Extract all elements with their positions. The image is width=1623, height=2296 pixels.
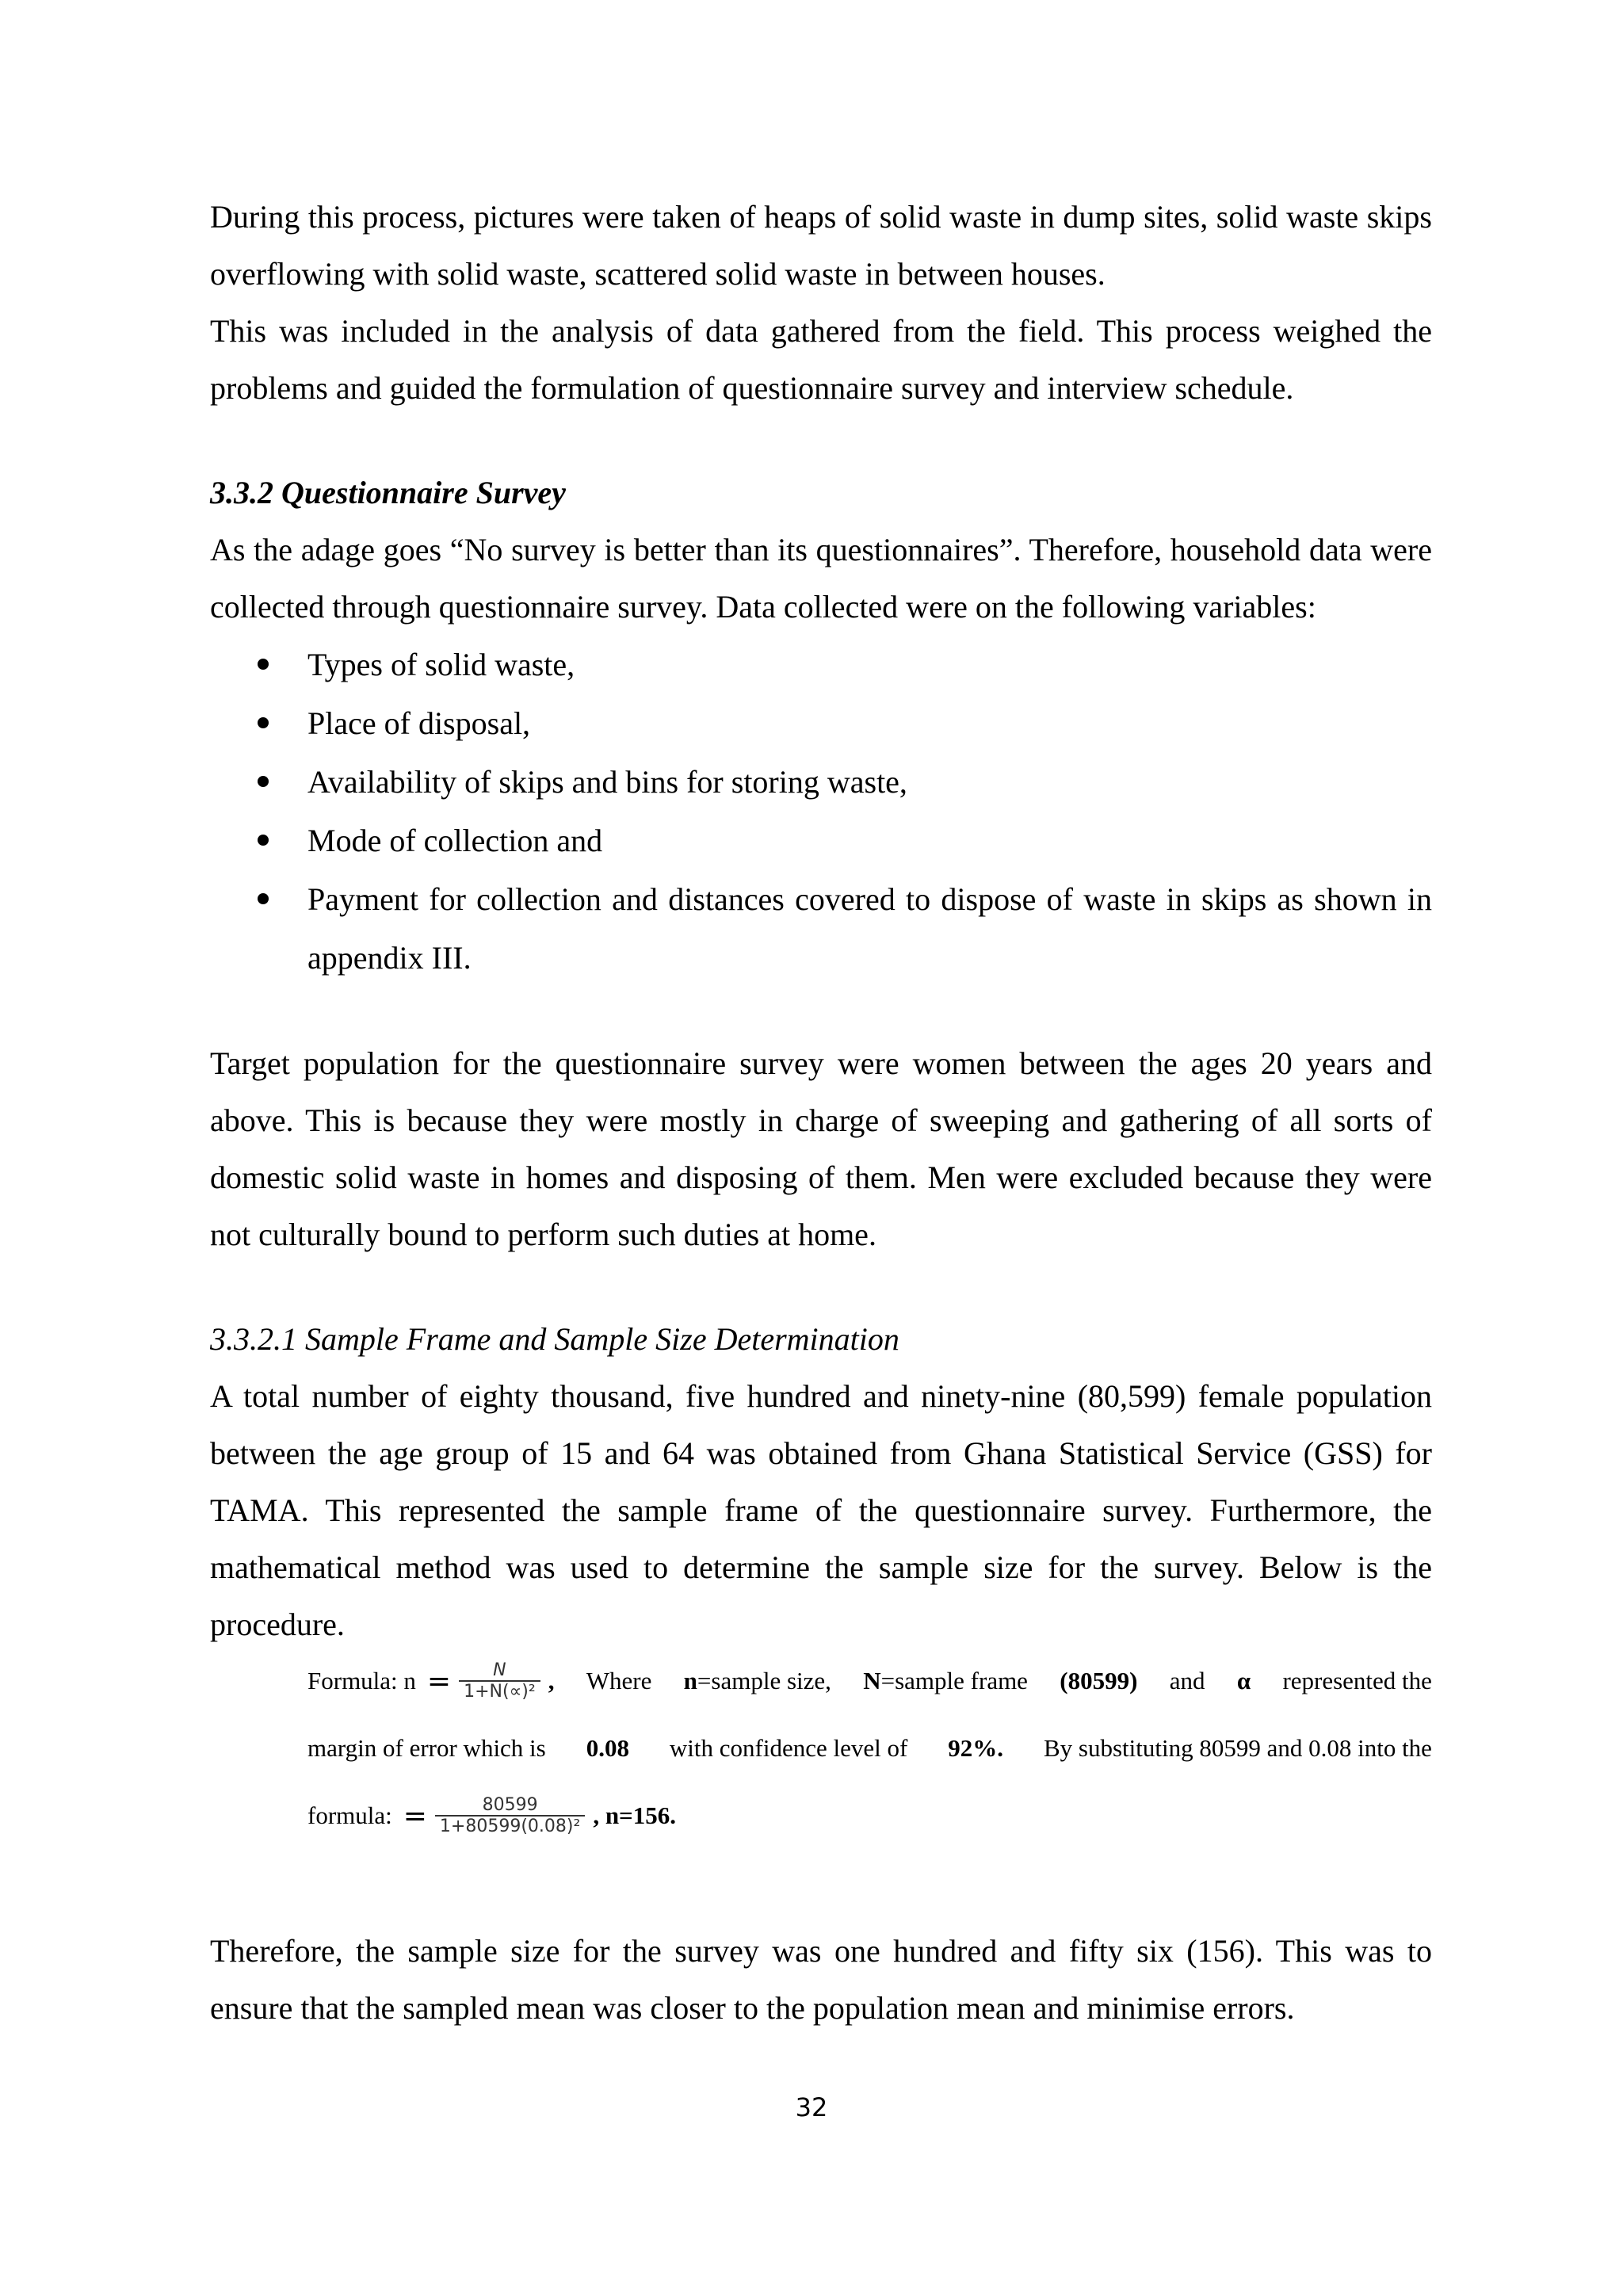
bullet-icon bbox=[258, 776, 269, 787]
list-item: Mode of collection and bbox=[210, 812, 1432, 870]
subsection-heading-sample-frame: 3.3.2.1 Sample Frame and Sample Size Determination bbox=[210, 1321, 899, 1357]
bullet-icon bbox=[258, 659, 269, 670]
section-heading-questionnaire-survey: 3.3.2 Questionnaire Survey bbox=[210, 475, 566, 510]
paragraph-adage: As the adage goes “No survey is better than its questionnaires”. Therefore, household data were collected through questionnaire survey. Data collected were on the following variables: bbox=[210, 532, 1432, 625]
formula-block bbox=[307, 1653, 1432, 1843]
page-content bbox=[210, 189, 1432, 2037]
variables-list bbox=[210, 636, 1432, 988]
paragraph-analysis: This was included in the analysis of data gathered from the field. This process weighed the problems and guided the formulation of questionnaire survey and interview schedule. bbox=[210, 313, 1432, 406]
paragraph-process: During this process, pictures were taken of heaps of solid waste in dump sites, solid waste skips overflowing with solid waste, scattered solid waste in between houses. bbox=[210, 199, 1432, 292]
bullet-icon bbox=[258, 835, 269, 846]
paragraph-sample-frame: A total number of eighty thousand, five hundred and ninety-nine (80,599) female population between the age group of 15 and 64 was obtained from Ghana Statistical Service (GSS) for TAMA. This represented the sample frame of the questionnaire survey. Furthermore, the mathematical method was used to determine the sample size for the survey. Below is the procedure. bbox=[210, 1378, 1432, 1642]
list-item: Payment for collection and distances covered to dispose of waste in skips as shown in appendix III. bbox=[210, 870, 1432, 988]
list-item: Types of solid waste, bbox=[210, 636, 1432, 694]
paragraph-target-population: Target population for the questionnaire survey were women between the ages 20 years and above. This is because they were mostly in charge of sweeping and gathering of all sorts of domestic solid waste in homes and disposing of them. Men were excluded because they were not culturally bound to perform such duties at home. bbox=[210, 1045, 1432, 1252]
bullet-icon bbox=[258, 893, 269, 904]
list-item: Availability of skips and bins for storing waste, bbox=[210, 753, 1432, 812]
formula-line-3: formula: = $\frac{80599}{\text{1+80599(0.08)²}}$ , n=156. bbox=[307, 1795, 676, 1836]
formula-line-2: margin of error which is 0.08 with confidence level of 92%. By substituting 80599 and 0.08 into the bbox=[307, 1734, 1432, 1762]
fraction-formula: $\frac{N}{\text{1+N(∝)²}}$ bbox=[459, 1660, 540, 1702]
formula-line-1: Formula: n = $\frac{N}{\text{1+N(∝)²}}$ , Where n=sample size, N=sample frame (80599) and α represented the bbox=[307, 1660, 1432, 1702]
page-number: 32 bbox=[795, 2092, 828, 2122]
paragraph-conclusion: Therefore, the sample size for the survey was one hundred and fifty six (156). This was to ensure that the sampled mean was closer to the population mean and minimise errors. bbox=[210, 1933, 1432, 2026]
list-item: Place of disposal, bbox=[210, 694, 1432, 753]
bullet-icon bbox=[258, 717, 269, 728]
fraction-substitution: $\frac{80599}{\text{1+80599(0.08)²}}$ bbox=[435, 1795, 585, 1836]
